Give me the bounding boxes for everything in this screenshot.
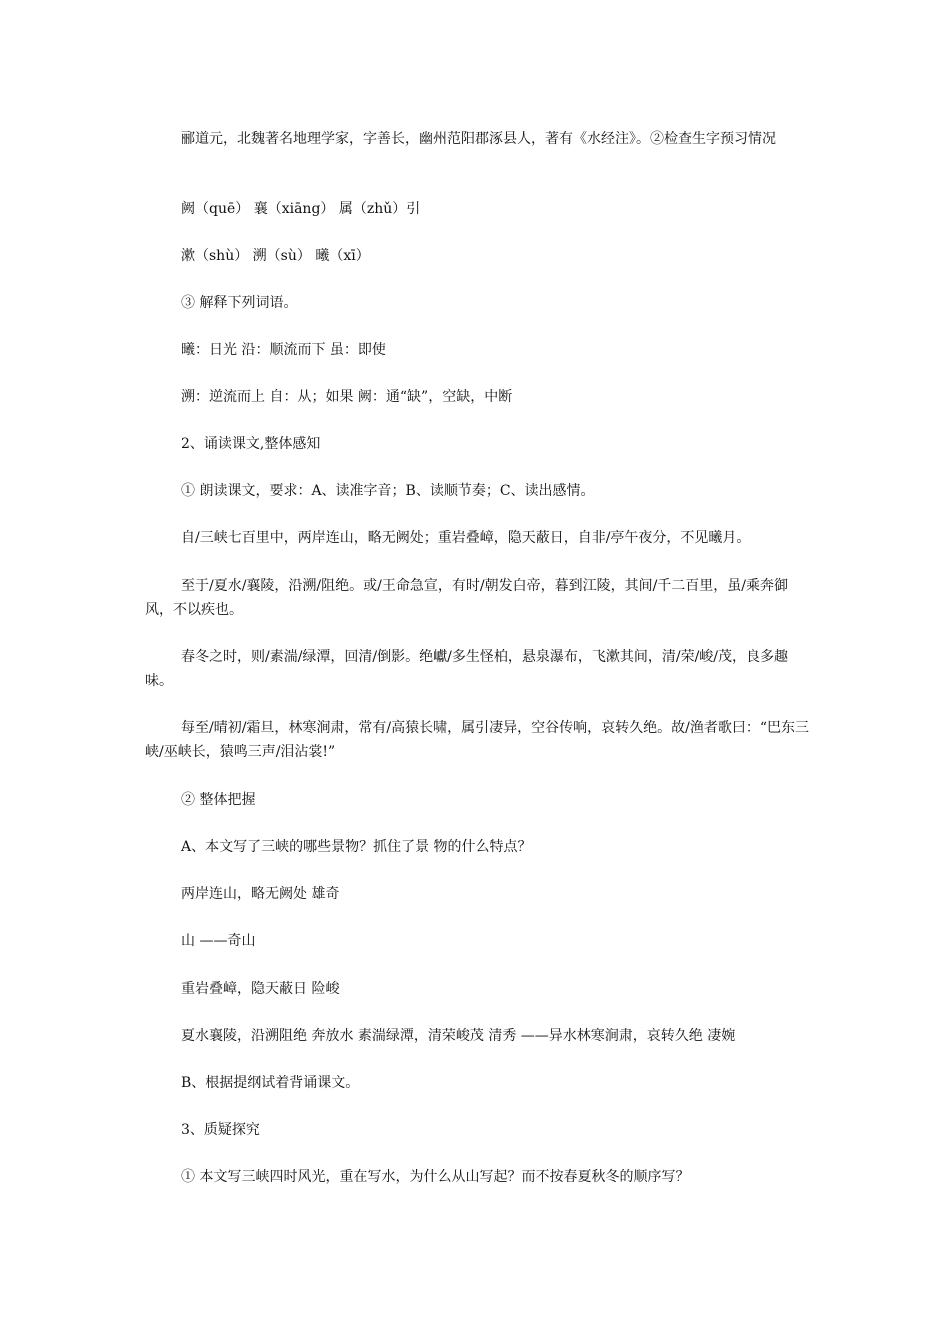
paragraph-inquiry-question: ① 本文写三峡四时风光，重在写水，为什么从山写起？而不按春夏秋冬的顺序写？ [181, 1169, 690, 1185]
paragraph-mountain-3: 重岩叠嶂，隐天蔽日 险峻 [181, 981, 340, 997]
paragraph-pinyin-1: 阙（quē） 襄（xiāng） 属（zhǔ）引 [181, 201, 421, 217]
paragraph-overall-grasp: ② 整体把握 [181, 792, 256, 808]
paragraph-mountain-2: 山 ——奇山 [181, 933, 256, 949]
paragraph-text-1: 自/三峡七百里中，两岸连山，略无阙处；重岩叠嶂，隐天蔽日，自非/亭午夜分，不见曦月。 [181, 530, 751, 546]
paragraph-definitions-2: 溯：逆流而上 自：从；如果 阙：通“缺”，空缺，中断 [181, 389, 513, 405]
paragraph-water: 夏水襄陵，沿溯阻绝 奔放水 素湍绿潭，清荣峻茂 清秀 ——异水林寒涧肃，哀转久绝 凄婉 [181, 1028, 736, 1044]
paragraph-text-3: 春冬之时，则/素湍/绿潭，回清/倒影。绝巘/多生怪柏，悬泉瀑布，飞漱其间，清/荣/峻/茂，良多趣味。 [145, 649, 789, 689]
paragraph-pinyin-2: 漱（shù） 溯（sù） 曦（xī） [181, 248, 370, 264]
paragraph-author-intro: 郦道元，北魏著名地理学家，字善长，幽州范阳郡涿县人，著有《水经注》。②检查生字预习情况 [181, 131, 776, 147]
paragraph-definitions-1: 曦：日光 沿：顺流而下 虽：即使 [181, 342, 386, 358]
paragraph-text-4: 每至/晴初/霜旦，林寒涧肃，常有/高猿长啸，属引凄异，空谷传响，哀转久绝。故/渔者歌曰：“巴东三峡/巫峡长，猿鸣三声/泪沾裳!” [145, 720, 810, 760]
paragraph-text-2: 至于/夏水/襄陵，沿溯/阻绝。或/王命急宣，有时/朝发白帝，暮到江陵，其间/千二百里，虽/乘奔御风，不以疾也。 [145, 578, 789, 618]
section-heading-inquiry: 3、质疑探究 [181, 1122, 260, 1138]
paragraph-question-b: B、根据提纲试着背诵课文。 [181, 1075, 360, 1091]
paragraph-question-a: A、本文写了三峡的哪些景物？抓住了景 物的什么特点？ [181, 839, 532, 855]
paragraph-explain-heading: ③ 解释下列词语。 [181, 295, 298, 311]
section-heading-reading: 2、诵读课文,整体感知 [181, 436, 321, 452]
paragraph-mountain-1: 两岸连山，略无阙处 雄奇 [181, 886, 340, 902]
paragraph-reading-requirements: ① 朗读课文，要求：A、读准字音；B、读顺节奏；C、读出感情。 [181, 483, 595, 499]
